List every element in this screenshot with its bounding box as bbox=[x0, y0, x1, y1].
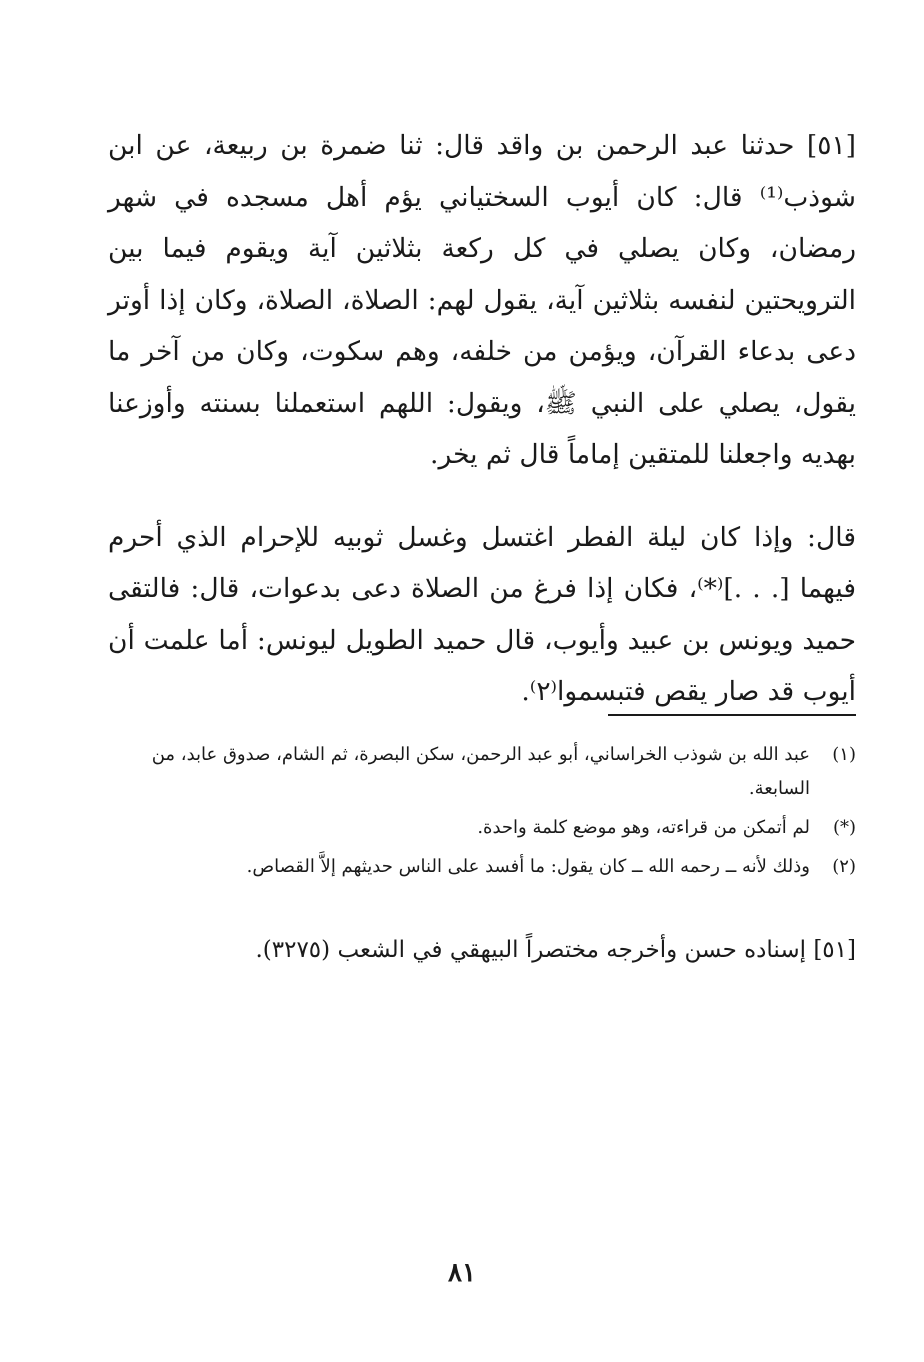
footnote-separator bbox=[608, 714, 856, 716]
footnote bbox=[108, 811, 856, 845]
hadith-paragraph: [٥١] حدثنا عبد الرحمن بن واقد قال: ثنا ضمرة بن ربيعة، عن ابن شوذب⁽¹⁾ قال: كان أيوب السختياني يؤم أهل مسجده في شهر رمضان، وكان يصلي في كل ركعة بثلاثين آية ويقوم فيما بين الترويحتين لنفسه بثلاثين آية، يقول لهم: الصلاة، الصلاة، وكان إذا أوتر دعى بدعاء القرآن، ويؤمن من خلفه، وهم سكوت، وكان من آخر ما يقول، يصلي على النبي ﷺ، ويقول: اللهم استعملنا بسنته وأوزعنا بهديه واجعلنا للمتقين إماماً قال ثم يخر. bbox=[108, 130, 856, 470]
footnote-text: عبد الله بن شوذب الخراساني، أبو عبد الرحمن، سكن البصرة، ثم الشام، صدوق عابد، من السابعة. bbox=[151, 744, 810, 799]
footnote-text: وذلك لأنه ــ رحمه الله ــ كان يقول: ما أفسد على الناس حديثهم إلاَّ القصاص. bbox=[246, 856, 810, 877]
footnote-marker: (١) bbox=[832, 744, 856, 765]
main-text bbox=[108, 120, 856, 718]
source-note: [٥١] إسناده حسن وأخرجه مختصراً البيهقي في الشعب (٣٢٧٥). bbox=[255, 937, 856, 963]
footnote-text: لم أتمكن من قراءته، وهو موضع كلمة واحدة. bbox=[477, 817, 810, 838]
footnote bbox=[108, 850, 856, 884]
footnote-marker: (٢) bbox=[832, 856, 856, 877]
continuation-paragraph: قال: وإذا كان ليلة الفطر اغتسل وغسل ثوبيه للإحرام الذي أحرم فيهما [. . .]⁽*⁾، فكان إذا فرغ من الصلاة دعى بدعوات، قال: فالتقى حميد ويونس بن عبيد وأيوب، قال حميد الطويل ليونس: أما علمت أن أيوب قد صار يقص فتبسموا⁽٢⁾. bbox=[108, 521, 856, 707]
footnote bbox=[108, 738, 856, 806]
footnote-marker: (*) bbox=[832, 817, 856, 838]
footnotes bbox=[108, 738, 856, 889]
page-number: ٨١ bbox=[448, 1258, 476, 1288]
